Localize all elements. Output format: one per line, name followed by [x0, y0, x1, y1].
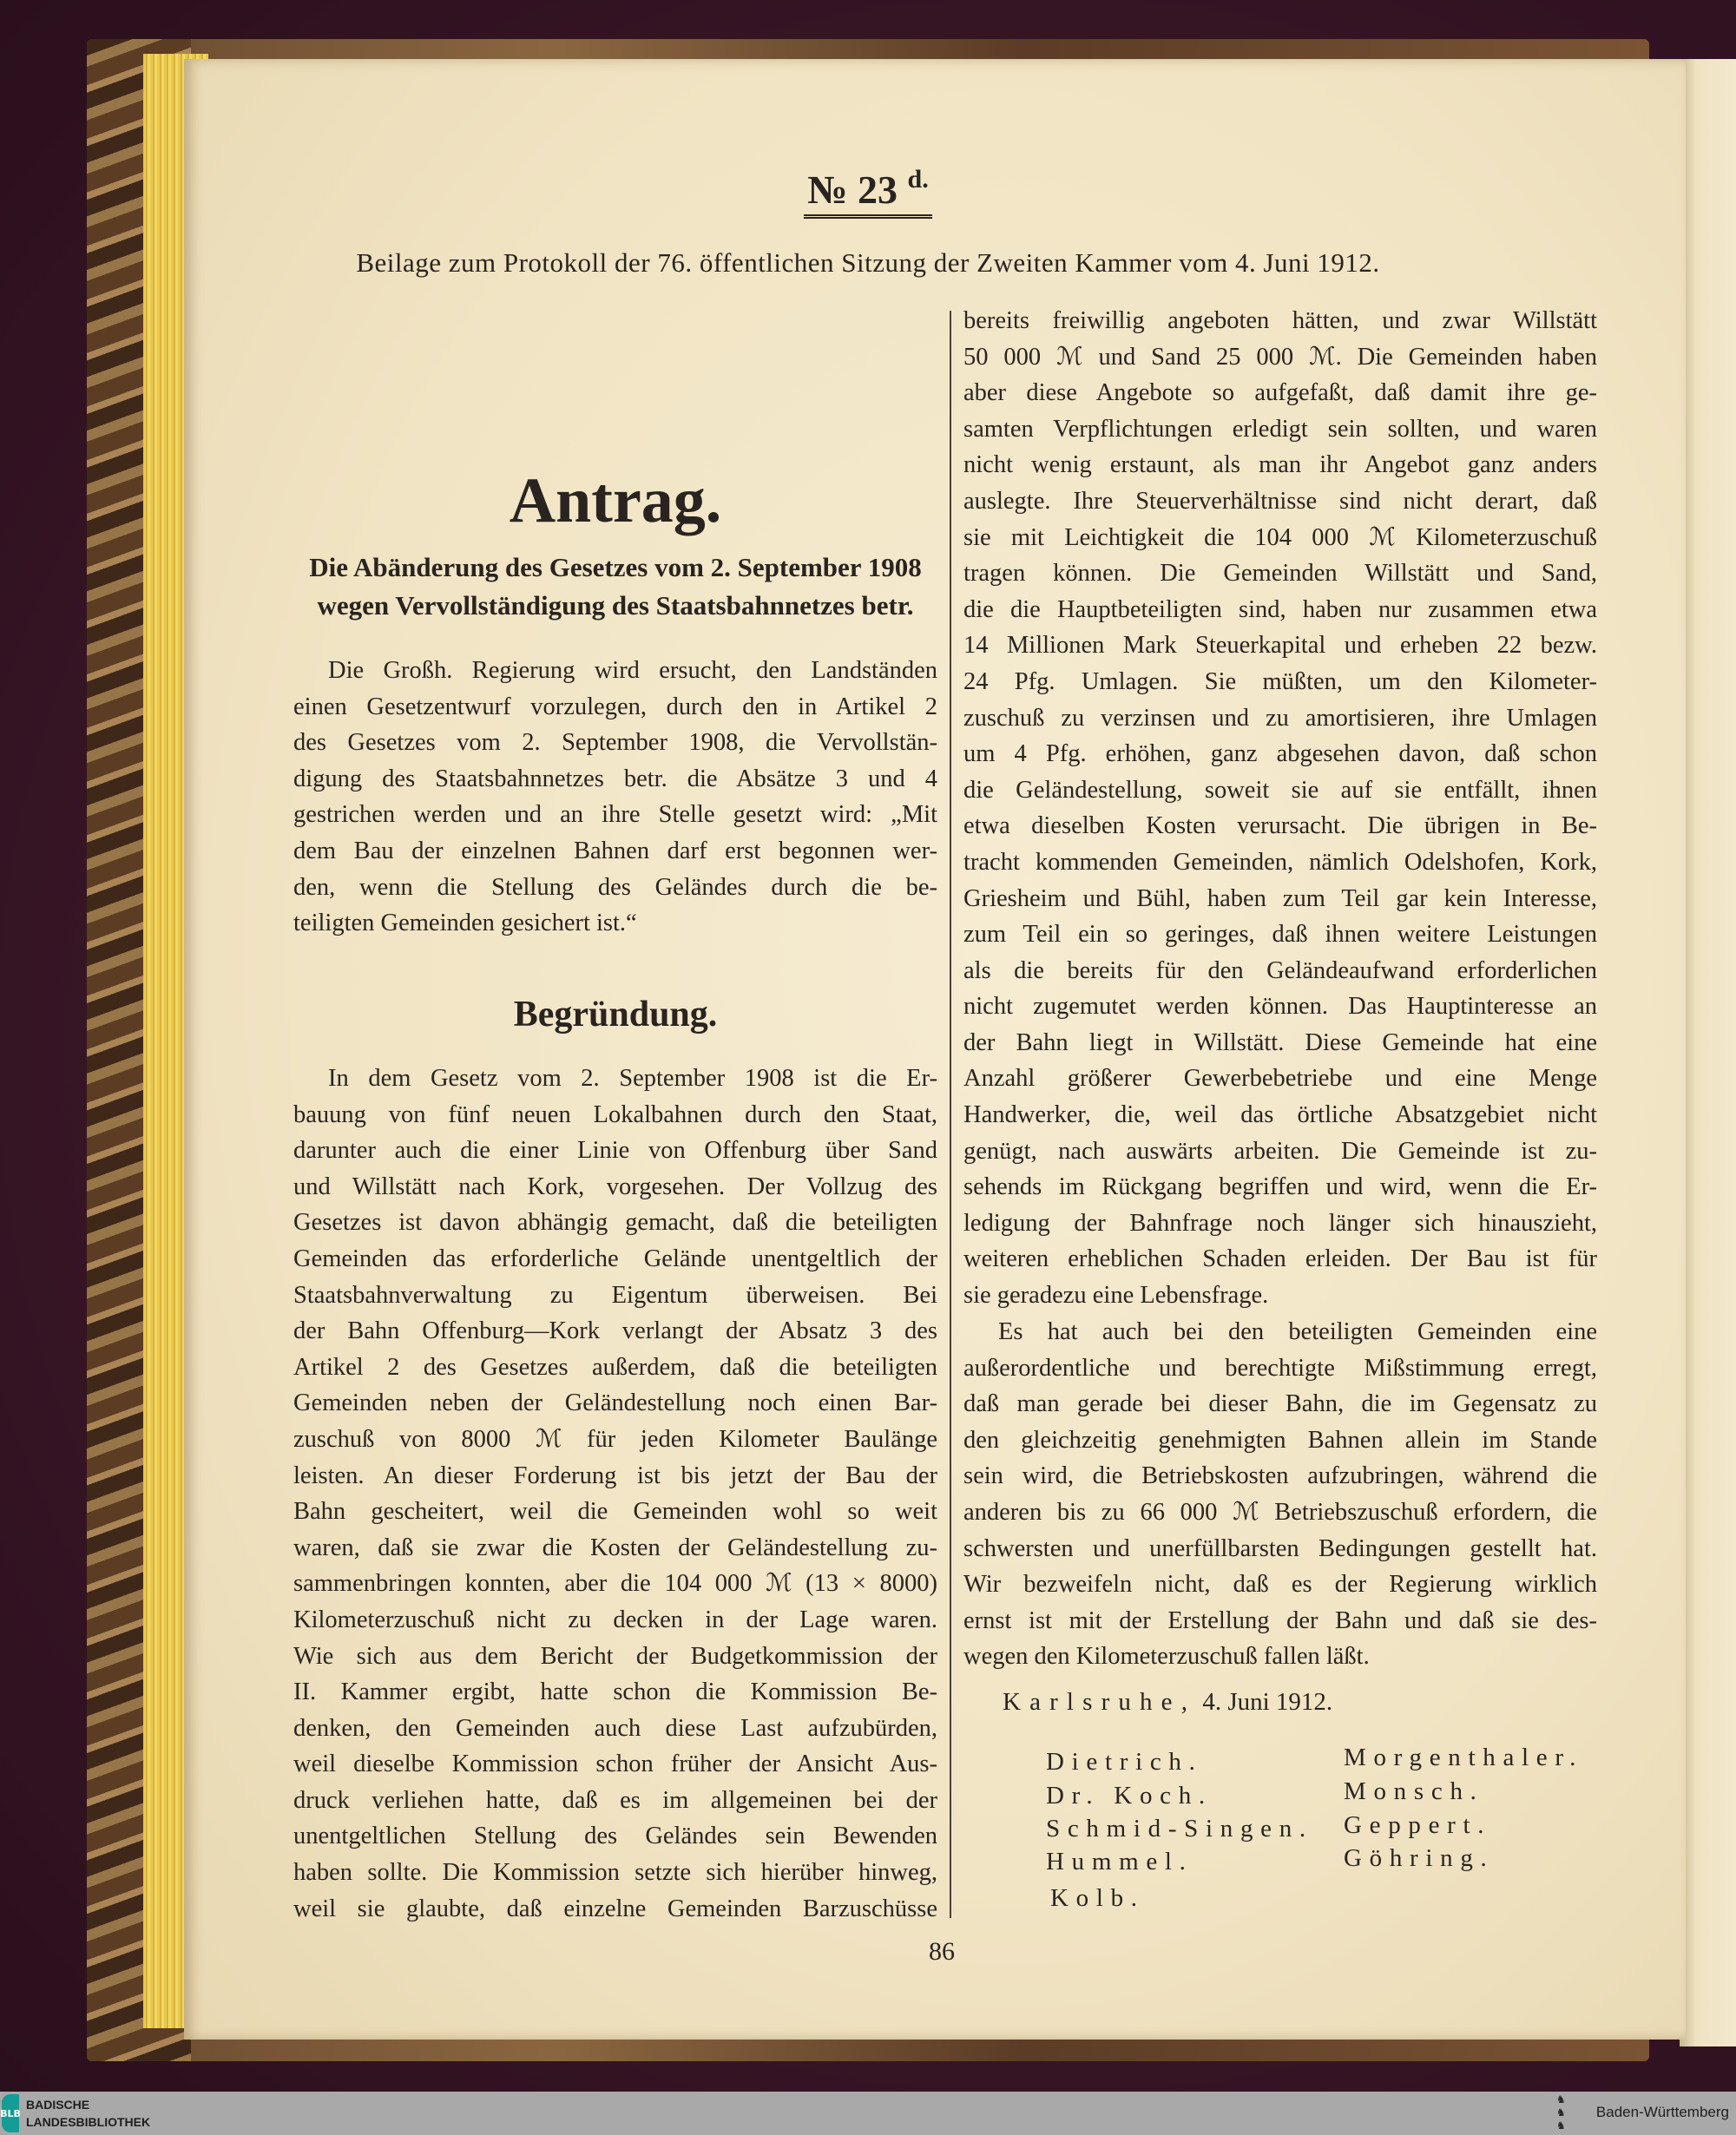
text-line: 50 000 ℳ und Sand 25 000 ℳ. Die Gemeinden haben: [963, 343, 1597, 371]
text-line: etwa dieselben Kosten verursacht. Die übrigen in Be-: [963, 812, 1597, 840]
signature: Dietrich.: [1046, 1748, 1203, 1776]
signature: Kolb.: [1050, 1884, 1145, 1912]
text-line: Wie sich aus dem Bericht der Budgetkommission der: [293, 1642, 937, 1670]
text-line: zuschuß zu verzinsen und zu amortisieren, ihre Umlagen: [963, 704, 1597, 732]
text-line: Gesetzes ist davon abhängig gemacht, daß die beteiligten: [293, 1209, 937, 1237]
library-name-line: BADISCHE: [26, 2098, 90, 2112]
antrag-heading: Antrag.: [509, 465, 722, 536]
text-line: wegen den Kilometerzuschuß fallen läßt.: [963, 1643, 1370, 1671]
text-line: und Willstätt nach Kork, vorgesehen. Der Vollzug des: [293, 1173, 937, 1200]
signature: Geppert.: [1344, 1811, 1492, 1839]
text-line: anderen bis zu 66 000 ℳ Betriebszuschuß erfordern, die: [963, 1498, 1597, 1526]
text-line: In dem Gesetz vom 2. September 1908 ist die Er-: [328, 1065, 937, 1092]
antrag-subtitle: [293, 549, 937, 625]
library-name-line: LANDESBIBLIOTHEK: [26, 2115, 151, 2129]
text-line: als die bereits für den Geländeaufwand erforderlichen: [963, 956, 1597, 984]
text-line: Die Großh. Regierung wird ersucht, den Landständen: [328, 657, 937, 684]
text-line: um 4 Pfg. erhöhen, ganz abgesehen davon, daß schon: [963, 740, 1597, 768]
signature: Monsch.: [1344, 1777, 1484, 1805]
text-line: sie geradezu eine Lebensfrage.: [963, 1282, 1269, 1310]
text-line: bereits freiwillig angeboten hätten, und zwar Willstätt: [963, 307, 1597, 334]
text-line: Artikel 2 des Gesetzes außerdem, daß die beteiligten: [293, 1353, 937, 1381]
text-line: die Geländestellung, soweit sie auf sie entfällt, ihnen: [963, 776, 1597, 804]
document-number-text: № 23: [807, 168, 898, 212]
text-line: 14 Millionen Mark Steuerkapital und erheben 22 bezw.: [963, 632, 1597, 660]
text-line: einen Gesetzentwurf vorzulegen, durch den in Artikel 2: [293, 693, 937, 720]
text-line: sie mit Leichtigkeit die 104 000 ℳ Kilometerzuschuß: [963, 523, 1597, 551]
right-column-paragraph-2: [963, 1314, 1597, 1675]
text-line: weil sie glaubte, daß einzelne Gemeinden Barzuschüsse: [293, 1895, 937, 1922]
begruendung-heading: Begründung.: [513, 995, 718, 1035]
text-line: aber diese Angebote so aufgefaßt, daß damit ihre ge-: [963, 379, 1597, 407]
text-line: Wir bezweifeln nicht, daß es der Regierung wirklich: [963, 1571, 1597, 1599]
antrag-paragraph: [293, 653, 937, 942]
footer-bar: [0, 2092, 1736, 2135]
text-line: schwersten und unerfüllbarsten Bedingungen gestellt hat.: [963, 1534, 1597, 1562]
text-line: Gemeinden das erforderliche Gelände unentgeltlich der: [293, 1245, 937, 1272]
text-line: den, wenn die Stellung des Geländes durch die be-: [293, 873, 937, 901]
text-line: den gleichzeitig genehmigten Bahnen allein im Stande: [963, 1426, 1597, 1454]
text-line: tragen können. Die Gemeinden Willstätt und Sand,: [963, 560, 1597, 588]
blb-logo-icon[interactable]: BLB: [2, 2094, 19, 2132]
text-line: teiligten Gemeinden gesichert ist.“: [293, 910, 637, 937]
text-line: tracht kommenden Gemeinden, nämlich Odelshofen, Kork,: [963, 848, 1597, 876]
text-line: gestrichen werden und an ihre Stelle gesetzt wird: „Mit: [293, 801, 937, 829]
text-line: sammenbringen konnten, aber die 104 000 ℳ (13 × 8000): [293, 1570, 937, 1598]
text-line: haben sollte. Die Kommission setzte sich hierüber hinweg,: [293, 1859, 937, 1887]
signature: Schmid-Singen.: [1046, 1815, 1313, 1843]
text-line: unentgeltlichen Stellung des Geländes sein Bewenden: [293, 1823, 937, 1850]
text-line: daß man gerade bei dieser Bahn, die im Gegensatz zu: [963, 1390, 1597, 1418]
left-column-text: [293, 1061, 937, 1927]
text-line: dem Bau der einzelnen Bahnen darf erst begonnen wer-: [293, 837, 937, 864]
right-column-paragraph-1: [963, 303, 1597, 1314]
text-line: außerordentliche und berechtigte Mißstimmung erregt,: [963, 1354, 1597, 1382]
text-line: Bahn gescheitert, weil die Gemeinden wohl so weit: [293, 1498, 937, 1526]
place-date: [1003, 1688, 1332, 1717]
text-line: der Bahn liegt in Willstätt. Diese Gemeinde hat eine: [963, 1028, 1597, 1056]
page-number: 86: [929, 1937, 955, 1966]
text-line: druck verliehen hatte, daß es im allgemeinen bei der: [293, 1786, 937, 1814]
signature: Göhring.: [1344, 1844, 1495, 1872]
text-line: des Gesetzes vom 2. September 1908, die Vervollstän-: [293, 729, 937, 757]
text-line: genügt, nach auswärts arbeiten. Die Gemeinde ist zu-: [963, 1137, 1597, 1165]
text-line: ernst ist mit der Erstellung der Bahn und daß sie des-: [963, 1606, 1597, 1634]
signature: Morgenthaler.: [1344, 1744, 1584, 1771]
text-line: die die Hauptbeteiligten sind, haben nur zusammen etwa: [963, 595, 1597, 623]
text-line: nicht wenig erstaunt, als man ihr Angebot ganz anders: [963, 451, 1597, 479]
text-line: leisten. An dieser Forderung ist bis jetzt der Bau der: [293, 1462, 937, 1489]
text-line: Gemeinden neben der Geländestellung noch einen Bar-: [293, 1389, 937, 1417]
text-line: II. Kammer ergibt, hatte schon die Kommission Be-: [293, 1678, 937, 1706]
text-line: digung des Staatsbahnnetzes betr. die Absätze 3 und 4: [293, 765, 937, 792]
text-line: Kilometerzuschuß nicht zu decken in der Lage waren.: [293, 1606, 937, 1633]
text-line: weiteren erheblichen Schaden erleiden. Der Bau ist für: [963, 1245, 1597, 1273]
library-name[interactable]: [26, 2096, 150, 2131]
text-line: sein wird, die Betriebskosten aufzubringen, während die: [963, 1462, 1597, 1490]
state-name[interactable]: Baden-Württemberg: [1595, 2104, 1729, 2120]
signature: Hummel.: [1046, 1848, 1194, 1876]
text-line: der Bahn Offenburg—Kork verlangt der Absatz 3 des: [293, 1317, 937, 1345]
text-line: zum Teil ein so geringes, daß ihnen weitere Leistungen: [963, 921, 1597, 949]
text-line: Anzahl größerer Gewerbebetriebe und eine Menge: [963, 1065, 1597, 1093]
text-line: Staatsbahnverwaltung zu Eigentum überweisen. Bei: [293, 1281, 937, 1309]
signature: Dr. Koch.: [1046, 1782, 1213, 1810]
text-line: zuschuß von 8000 ℳ für jeden Kilometer Baulänge: [293, 1425, 937, 1453]
text-line: weil dieselbe Kommission schon früher der Ansicht Aus-: [293, 1751, 937, 1778]
text-line: auslegte. Ihre Steuerverhältnisse sind nicht derart, daß: [963, 487, 1597, 515]
text-line: nicht zugemutet werden können. Das Hauptinteresse an: [963, 993, 1597, 1021]
subtitle-line: wegen Vervollständigung des Staatsbahnnetzes betr.: [317, 590, 914, 621]
text-line: Es hat auch bei den beteiligten Gemeinden eine: [998, 1318, 1597, 1345]
column-divider: [950, 311, 951, 1918]
text-line: sehends im Rückgang begriffen und wird, wenn die Er-: [963, 1173, 1597, 1201]
text-line: denken, den Gemeinden auch diese Last aufzubürden,: [293, 1714, 937, 1742]
text-line: bauung von fünf neuen Lokalbahnen durch den Staat,: [293, 1100, 937, 1128]
document-number-suffix: d.: [907, 165, 929, 194]
place: Karlsruhe,: [1003, 1688, 1197, 1716]
state-coat-of-arms-icon: ♞ ♞ ♞: [1556, 2093, 1566, 2132]
text-line: 24 Pfg. Umlagen. Sie müßten, um den Kilometer-: [963, 667, 1597, 695]
text-line: Griesheim und Bühl, haben zum Teil gar kein Interesse,: [963, 884, 1597, 912]
document-number: [0, 165, 1736, 219]
date: 4. Juni 1912.: [1202, 1688, 1333, 1716]
text-line: darunter auch die einer Linie von Offenburg über Sand: [293, 1137, 937, 1165]
text-line: Handwerker, die, weil das örtliche Absatzgebiet nicht: [963, 1101, 1597, 1129]
facing-page-edge: [1680, 59, 1736, 2046]
text-line: waren, daß sie zwar die Kosten der Geländestellung zu-: [293, 1534, 937, 1561]
text-line: samten Verpflichtungen erledigt sein sollten, und waren: [963, 415, 1597, 443]
subtitle-line: Die Abänderung des Gesetzes vom 2. September 1908: [309, 552, 922, 582]
text-line: ledigung der Bahnfrage noch länger sich hinauszieht,: [963, 1209, 1597, 1237]
protocol-supplement-line: Beilage zum Protokoll der 76. öffentlichen Sitzung der Zweiten Kammer vom 4. Juni 1912.: [356, 247, 1380, 278]
